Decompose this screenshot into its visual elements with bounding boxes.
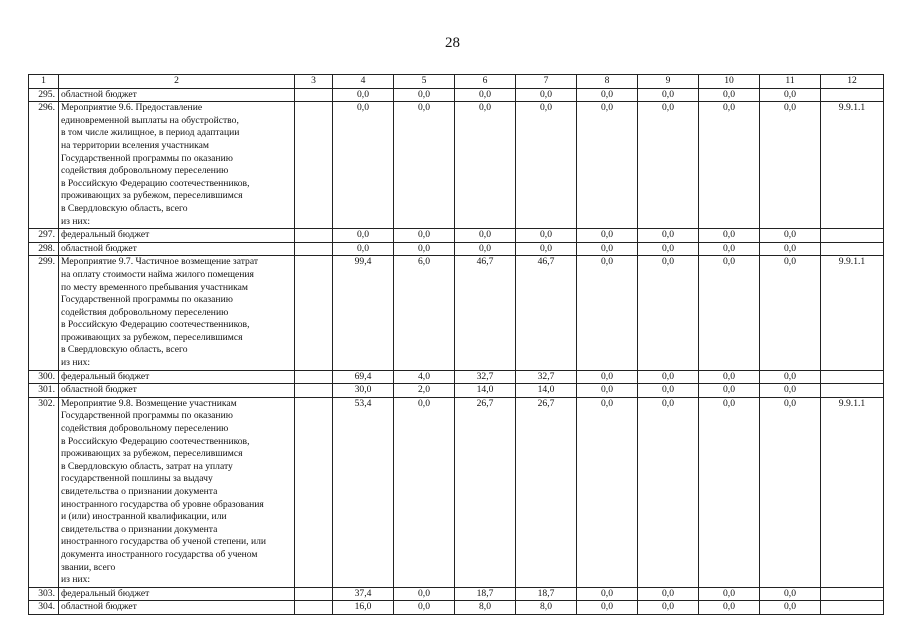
value-cell: 0,0	[638, 256, 699, 370]
table-header-row	[29, 75, 884, 89]
header-cell-col-7: 7	[516, 75, 577, 89]
row-number-cell: 297.	[29, 229, 59, 243]
row-number-cell: 300.	[29, 370, 59, 384]
value-cell: 0,0	[699, 242, 760, 256]
table-row	[29, 397, 884, 587]
value-cell: 6,0	[394, 256, 455, 370]
column-3-cell	[295, 256, 333, 370]
value-cell: 0,0	[577, 229, 638, 243]
value-cell: 0,0	[760, 384, 821, 398]
header-cell-col-6: 6	[455, 75, 516, 89]
header-cell-col-9: 9	[638, 75, 699, 89]
value-cell: 2,0	[394, 384, 455, 398]
value-cell: 0,0	[577, 102, 638, 229]
value-cell: 0,0	[577, 384, 638, 398]
value-cell: 0,0	[638, 229, 699, 243]
value-cell: 0,0	[699, 256, 760, 370]
value-cell: 0,0	[760, 242, 821, 256]
row-name-cell: федеральный бюджет	[59, 229, 295, 243]
value-cell: 0,0	[577, 397, 638, 587]
column-3-cell	[295, 601, 333, 615]
value-cell: 0,0	[455, 229, 516, 243]
row-number-cell: 303.	[29, 587, 59, 601]
value-cell: 53,4	[333, 397, 394, 587]
table-row	[29, 242, 884, 256]
value-cell: 0,0	[638, 397, 699, 587]
value-cell: 0,0	[394, 102, 455, 229]
value-cell: 0,0	[699, 397, 760, 587]
value-cell: 0,0	[394, 397, 455, 587]
value-cell: 18,7	[455, 587, 516, 601]
row-number-cell: 304.	[29, 601, 59, 615]
value-cell: 0,0	[394, 601, 455, 615]
table-row	[29, 88, 884, 102]
value-cell: 0,0	[577, 587, 638, 601]
value-cell: 0,0	[516, 242, 577, 256]
budget-table	[28, 74, 884, 615]
header-cell-col-5: 5	[394, 75, 455, 89]
value-cell: 0,0	[760, 256, 821, 370]
value-cell: 0,0	[455, 88, 516, 102]
target-indicator-cell	[821, 242, 884, 256]
table-row	[29, 102, 884, 229]
column-3-cell	[295, 587, 333, 601]
value-cell: 0,0	[516, 88, 577, 102]
value-cell: 0,0	[760, 601, 821, 615]
table-row	[29, 587, 884, 601]
header-cell-col-8: 8	[577, 75, 638, 89]
header-cell-col-4: 4	[333, 75, 394, 89]
value-cell: 16,0	[333, 601, 394, 615]
value-cell: 46,7	[455, 256, 516, 370]
column-3-cell	[295, 242, 333, 256]
value-cell: 0,0	[394, 229, 455, 243]
column-3-cell	[295, 229, 333, 243]
row-number-cell: 295.	[29, 88, 59, 102]
row-name-cell: федеральный бюджет	[59, 587, 295, 601]
value-cell: 0,0	[516, 102, 577, 229]
target-indicator-cell: 9.9.1.1	[821, 397, 884, 587]
value-cell: 0,0	[455, 242, 516, 256]
header-cell-col-12: 12	[821, 75, 884, 89]
value-cell: 0,0	[333, 242, 394, 256]
column-3-cell	[295, 384, 333, 398]
value-cell: 0,0	[638, 242, 699, 256]
target-indicator-cell	[821, 370, 884, 384]
value-cell: 0,0	[577, 601, 638, 615]
row-name-cell: федеральный бюджет	[59, 370, 295, 384]
value-cell: 4,0	[394, 370, 455, 384]
value-cell: 30,0	[333, 384, 394, 398]
value-cell: 0,0	[333, 88, 394, 102]
value-cell: 0,0	[699, 102, 760, 229]
value-cell: 0,0	[638, 601, 699, 615]
value-cell: 18,7	[516, 587, 577, 601]
value-cell: 0,0	[638, 370, 699, 384]
value-cell: 0,0	[699, 384, 760, 398]
value-cell: 0,0	[760, 370, 821, 384]
column-3-cell	[295, 102, 333, 229]
table-row	[29, 229, 884, 243]
target-indicator-cell	[821, 229, 884, 243]
target-indicator-cell: 9.9.1.1	[821, 256, 884, 370]
table-row	[29, 370, 884, 384]
row-name-cell: областной бюджет	[59, 242, 295, 256]
value-cell: 0,0	[638, 102, 699, 229]
table-row	[29, 601, 884, 615]
value-cell: 0,0	[516, 229, 577, 243]
value-cell: 0,0	[760, 229, 821, 243]
value-cell: 0,0	[760, 102, 821, 229]
value-cell: 0,0	[394, 88, 455, 102]
row-name-cell: Мероприятие 9.8. Возмещение участникам Государственной программы по оказанию содействия добровольному переселению в Российскую Федерацию соотечественников, проживающих за рубежом, переселившимся в Свердловскую область, затрат на уплату государственной пошлины за выдачу свидетельства о признании документа иностранного государства об уровне образования и (или) иностранной квалификации, или свидетельства о признании документа иностранного государства об ученой степени, или документа иностранного государства об ученом звании, всего из них:	[59, 397, 295, 587]
row-name-cell: областной бюджет	[59, 384, 295, 398]
value-cell: 0,0	[760, 397, 821, 587]
header-cell-col-2: 2	[59, 75, 295, 89]
column-3-cell	[295, 88, 333, 102]
row-number-cell: 299.	[29, 256, 59, 370]
value-cell: 0,0	[699, 88, 760, 102]
row-number-cell: 302.	[29, 397, 59, 587]
value-cell: 0,0	[577, 256, 638, 370]
target-indicator-cell: 9.9.1.1	[821, 102, 884, 229]
value-cell: 0,0	[333, 102, 394, 229]
header-cell-col-10: 10	[699, 75, 760, 89]
value-cell: 0,0	[394, 587, 455, 601]
header-cell-col-3: 3	[295, 75, 333, 89]
value-cell: 32,7	[455, 370, 516, 384]
value-cell: 0,0	[699, 587, 760, 601]
table-row	[29, 256, 884, 370]
value-cell: 0,0	[394, 242, 455, 256]
page-number: 28	[445, 35, 460, 51]
row-number-cell: 301.	[29, 384, 59, 398]
value-cell: 0,0	[638, 384, 699, 398]
row-name-cell: Мероприятие 9.6. Предоставление единовременной выплаты на обустройство, в том числе жилищное, в период адаптации на территории вселения участникам Государственной программы по оказанию содействия добровольному переселению в Российскую Федерацию соотечественников, проживающих за рубежом, переселившимся в Свердловскую область, всего из них:	[59, 102, 295, 229]
row-name-cell: Мероприятие 9.7. Частичное возмещение затрат на оплату стоимости найма жилого помещения по месту временного пребывания участникам Государственной программы по оказанию содействия добровольному переселению в Российскую Федерацию соотечественников, проживающих за рубежом, переселившимся в Свердловскую область, всего из них:	[59, 256, 295, 370]
value-cell: 14,0	[516, 384, 577, 398]
column-3-cell	[295, 370, 333, 384]
column-3-cell	[295, 397, 333, 587]
target-indicator-cell	[821, 587, 884, 601]
header-cell-col-1: 1	[29, 75, 59, 89]
value-cell: 0,0	[638, 587, 699, 601]
value-cell: 0,0	[699, 229, 760, 243]
value-cell: 0,0	[760, 88, 821, 102]
value-cell: 0,0	[699, 370, 760, 384]
value-cell: 99,4	[333, 256, 394, 370]
value-cell: 14,0	[455, 384, 516, 398]
target-indicator-cell	[821, 88, 884, 102]
target-indicator-cell	[821, 601, 884, 615]
header-cell-col-11: 11	[760, 75, 821, 89]
value-cell: 26,7	[455, 397, 516, 587]
row-name-cell: областной бюджет	[59, 601, 295, 615]
table-row	[29, 384, 884, 398]
value-cell: 37,4	[333, 587, 394, 601]
row-name-cell: областной бюджет	[59, 88, 295, 102]
value-cell: 69,4	[333, 370, 394, 384]
value-cell: 8,0	[516, 601, 577, 615]
value-cell: 46,7	[516, 256, 577, 370]
value-cell: 0,0	[760, 587, 821, 601]
value-cell: 0,0	[577, 370, 638, 384]
value-cell: 0,0	[577, 88, 638, 102]
target-indicator-cell	[821, 384, 884, 398]
value-cell: 8,0	[455, 601, 516, 615]
value-cell: 0,0	[577, 242, 638, 256]
row-number-cell: 296.	[29, 102, 59, 229]
row-number-cell: 298.	[29, 242, 59, 256]
value-cell: 0,0	[638, 88, 699, 102]
value-cell: 0,0	[333, 229, 394, 243]
value-cell: 32,7	[516, 370, 577, 384]
value-cell: 0,0	[455, 102, 516, 229]
value-cell: 0,0	[699, 601, 760, 615]
value-cell: 26,7	[516, 397, 577, 587]
